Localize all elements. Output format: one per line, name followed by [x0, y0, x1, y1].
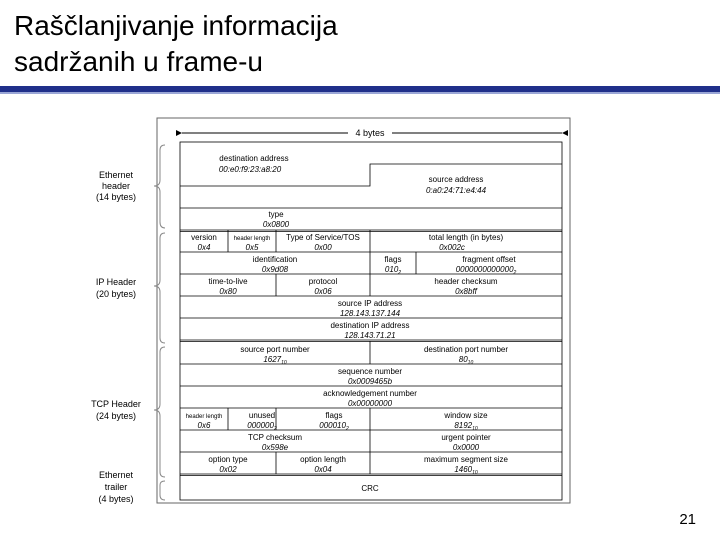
width-label: 4 bytes — [355, 128, 385, 138]
eth-crc-label: CRC — [361, 484, 379, 493]
svg-text:Ethernet: Ethernet — [98, 470, 134, 480]
tcp-flags-label: flags — [325, 411, 343, 420]
src-mac-label: source address — [428, 175, 484, 184]
tcp-window-label: window size — [444, 411, 488, 420]
tcp-option-length-value: 0x04 — [314, 465, 332, 474]
ip-version-value: 0x4 — [197, 243, 211, 252]
tcp-header-length-value: 0x6 — [197, 421, 211, 430]
ip-fragment-offset-value: $0000000000000_2$ — [455, 265, 517, 276]
ip-checksum-value: 0x8bff — [455, 287, 477, 296]
tcp-seq-label: sequence number — [337, 367, 403, 376]
ip-tos-label: Type of Service/TOS — [286, 233, 360, 242]
tcp-ack-label: acknowledgement number — [323, 389, 417, 398]
ip-ttl-value: 0x80 — [219, 287, 237, 296]
tcp-dst-port-value: $80_{10}$ — [458, 355, 474, 366]
tcp-unused-label: unused — [248, 411, 276, 420]
svg-text:(4 bytes): (4 bytes) — [98, 494, 134, 504]
tcp-window-value: $8192_{10}$ — [454, 421, 478, 432]
tcp-dst-port-label: destination port number — [423, 345, 509, 354]
dst-mac-value: 00:e0:f9:23:a8:20 — [218, 165, 282, 174]
svg-text:(24 bytes): (24 bytes) — [95, 411, 137, 421]
page-number: 21 — [679, 511, 696, 528]
src-mac-value: 0:a0:24:71:e4:44 — [425, 186, 487, 195]
ip-flags-label: flags — [384, 255, 402, 264]
ip-protocol-value: 0x06 — [314, 287, 332, 296]
ip-version-label: version — [191, 233, 217, 242]
slide-title-line-1: Raščlanjivanje informacija — [14, 10, 338, 41]
svg-text:header: header — [101, 181, 131, 191]
tcp-checksum-label: TCP checksum — [247, 433, 303, 442]
ip-total-length-label: total length (in bytes) — [428, 233, 504, 242]
group-ip-header — [96, 277, 136, 299]
ip-protocol-label: protocol — [308, 277, 338, 286]
ip-header-length-label: header length — [233, 236, 271, 242]
tcp-unused-value: $000000_2$ — [247, 421, 277, 432]
tcp-seq-value: 0x0009465b — [347, 377, 393, 386]
ip-ttl-label: time-to-live — [208, 277, 248, 286]
tcp-src-port-value: $1627_{10}$ — [263, 355, 287, 366]
tcp-mss-value: $1460_{10}$ — [454, 465, 478, 476]
ip-checksum-label: header checksum — [434, 277, 498, 286]
ip-fragment-offset-label: fragment offset — [462, 255, 516, 264]
svg-text:IP Header: IP Header — [95, 277, 137, 287]
src-ip-value: 128.143.137.144 — [339, 309, 401, 318]
svg-text:trailer: trailer — [104, 482, 128, 492]
svg-text:TCP Header: TCP Header — [91, 399, 141, 409]
tcp-option-length-label: option length — [300, 455, 346, 464]
ip-identification-label: identification — [252, 255, 298, 264]
tcp-option-type-value: 0x02 — [219, 465, 237, 474]
eth-type-label: type — [268, 210, 284, 219]
svg-text:(14 bytes): (14 bytes) — [95, 192, 137, 202]
svg-text:(20 bytes): (20 bytes) — [95, 289, 137, 299]
dst-ip-value: 128.143.71.21 — [344, 331, 396, 340]
ip-identification-value: 0x9d08 — [261, 265, 289, 274]
dst-mac-label: destination address — [219, 154, 289, 163]
tcp-urgent-value: 0x0000 — [452, 443, 480, 452]
ip-header-length-value: 0x5 — [245, 243, 259, 252]
tcp-urgent-label: urgent pointer — [441, 433, 491, 442]
tcp-header-length-label: header length — [185, 414, 223, 420]
svg-text:Ethernet: Ethernet — [98, 170, 134, 180]
group-ethernet-header — [96, 170, 136, 202]
tcp-ack-value: 0x00000000 — [347, 399, 393, 408]
eth-type-value: 0x0800 — [262, 220, 290, 229]
tcp-flags-value: $000010_2$ — [319, 421, 349, 432]
tcp-mss-label: maximum segment size — [423, 455, 509, 464]
src-ip-label: source IP address — [337, 299, 403, 308]
group-tcp-header — [91, 399, 141, 421]
tcp-checksum-value: 0x598e — [261, 443, 289, 452]
group-braces — [154, 145, 165, 500]
tcp-option-type-label: option type — [208, 455, 248, 464]
dst-ip-label: destination IP address — [330, 321, 410, 330]
ip-total-length-value: 0x002c — [439, 243, 465, 252]
ip-flags-value: $010_2$ — [384, 265, 402, 276]
group-ethernet-trailer — [98, 470, 133, 504]
tcp-src-port-label: source port number — [240, 345, 310, 354]
ip-tos-value: 0x00 — [314, 243, 332, 252]
slide-title-line-2: sadržanih u frame-u — [14, 46, 264, 77]
